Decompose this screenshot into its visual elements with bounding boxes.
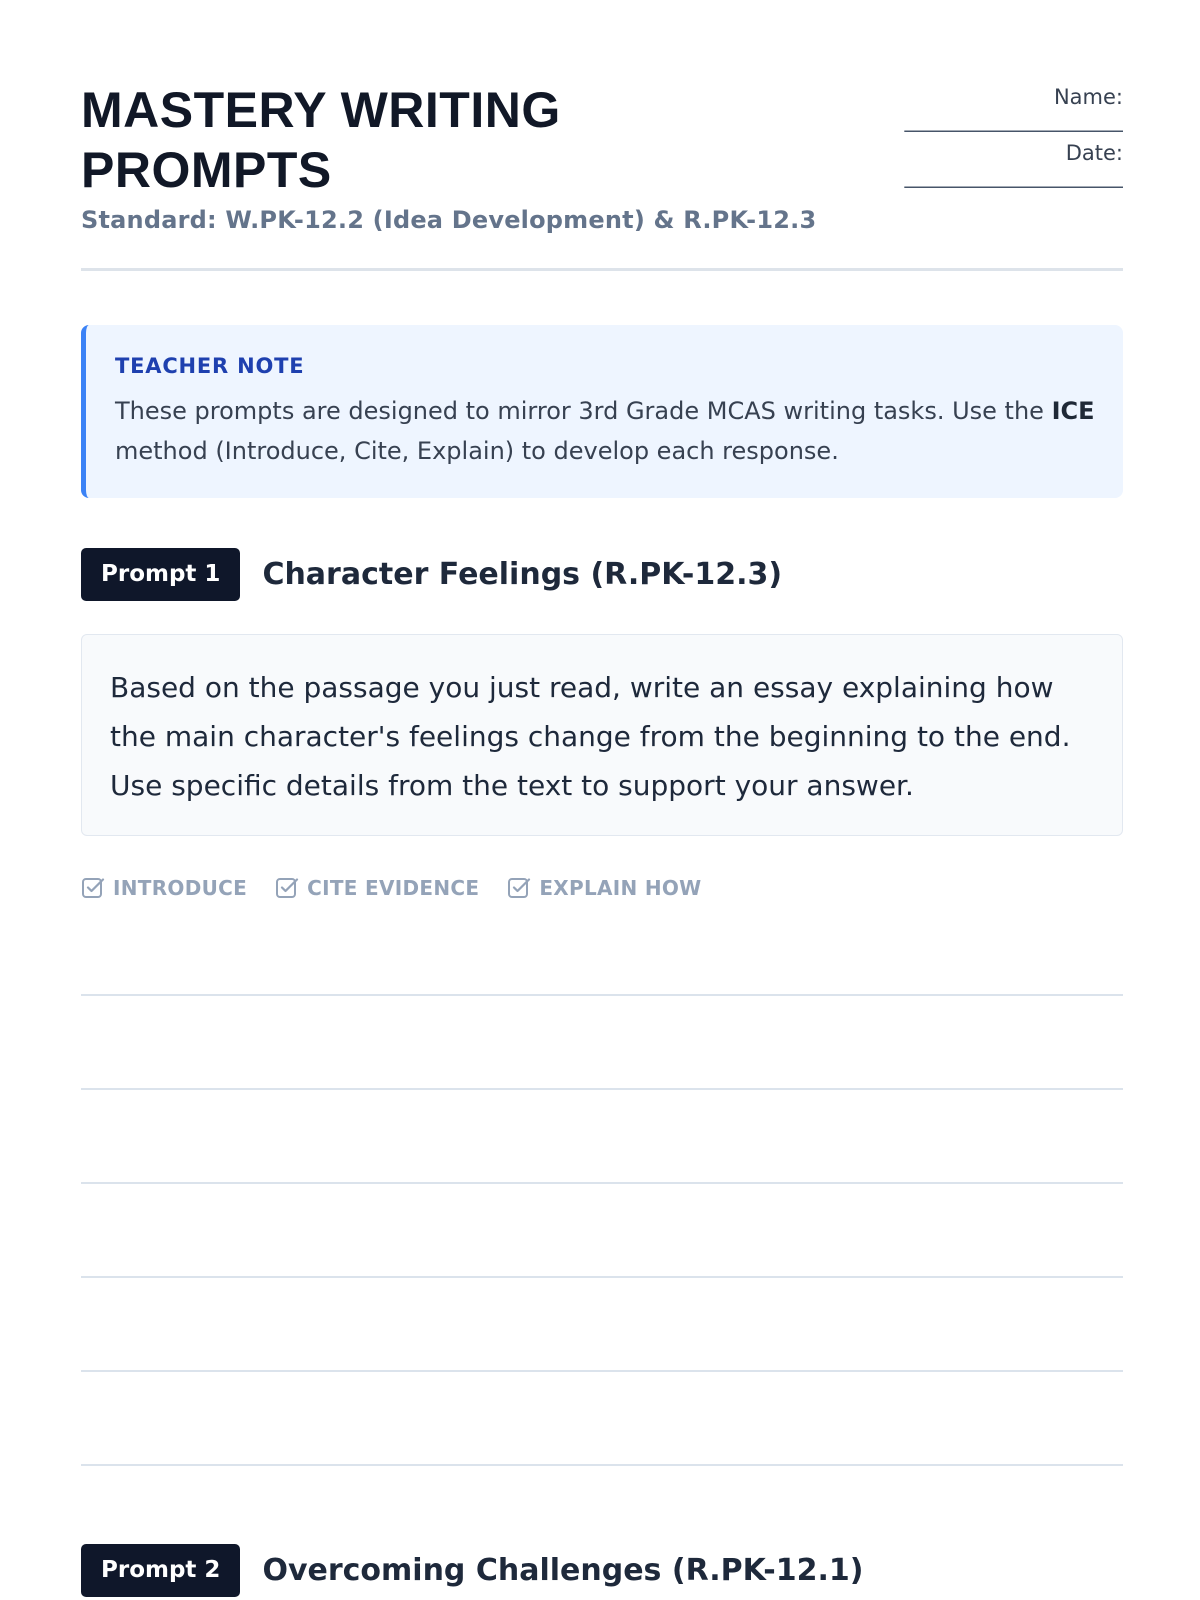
prompt-1-text: Based on the passage you just read, write an essay explaining how the main character's feelings change from the beginning to the end. Use specific details from the text to support your answer. bbox=[110, 671, 1071, 802]
answer-line[interactable] bbox=[81, 1182, 1123, 1184]
checklist-label: INTRODUCE bbox=[113, 876, 248, 900]
teacher-note-text-start: These prompts are designed to mirror 3rd Grade MCAS writing tasks. Use the bbox=[115, 397, 1052, 425]
worksheet-header bbox=[81, 80, 1123, 234]
page-title: MASTERY WRITING PROMPTS bbox=[81, 82, 561, 198]
teacher-note-text-end: method (Introduce, Cite, Explain) to develop each response. bbox=[115, 437, 839, 465]
prompt-1-badge: Prompt 1 bbox=[81, 548, 240, 601]
checkbox-icon bbox=[81, 876, 105, 900]
answer-line[interactable] bbox=[81, 1370, 1123, 1372]
answer-line[interactable] bbox=[81, 994, 1123, 996]
standard-subtitle: Standard: W.PK-12.2 (Idea Development) & R.PK-12.3 bbox=[81, 206, 817, 234]
teacher-note-heading: TEACHER NOTE bbox=[115, 354, 305, 378]
date-label: Date: bbox=[1065, 141, 1123, 165]
student-info bbox=[823, 84, 1123, 192]
teacher-note-text bbox=[115, 391, 1095, 471]
checklist-label: EXPLAIN HOW bbox=[539, 876, 702, 900]
prompt-1-title: Character Feelings (R.PK-12.3) bbox=[262, 557, 783, 592]
prompt-2-title: Overcoming Challenges (R.PK-12.1) bbox=[262, 1553, 864, 1588]
header-divider bbox=[81, 268, 1123, 271]
name-label: Name: bbox=[1053, 85, 1123, 109]
checklist-label: CITE EVIDENCE bbox=[307, 876, 480, 900]
prompt-1-text-box bbox=[81, 634, 1123, 836]
prompt-2-header bbox=[81, 1544, 863, 1597]
answer-line[interactable] bbox=[81, 1088, 1123, 1090]
answer-line[interactable] bbox=[81, 1464, 1123, 1466]
checklist-item-introduce[interactable] bbox=[81, 876, 247, 900]
date-field[interactable]: _______________________ bbox=[904, 166, 1123, 188]
checkbox-icon bbox=[275, 876, 299, 900]
prompt-1-header bbox=[81, 548, 782, 601]
prompt-2-badge: Prompt 2 bbox=[81, 1544, 240, 1597]
teacher-note bbox=[81, 325, 1123, 498]
checkbox-icon bbox=[507, 876, 531, 900]
answer-line[interactable] bbox=[81, 1276, 1123, 1278]
ice-checklist bbox=[81, 876, 730, 900]
ice-term: ICE bbox=[1051, 397, 1095, 425]
checklist-item-cite-evidence[interactable] bbox=[275, 876, 479, 900]
checklist-item-explain-how[interactable] bbox=[507, 876, 701, 900]
name-field[interactable]: _______________________ bbox=[904, 110, 1123, 132]
